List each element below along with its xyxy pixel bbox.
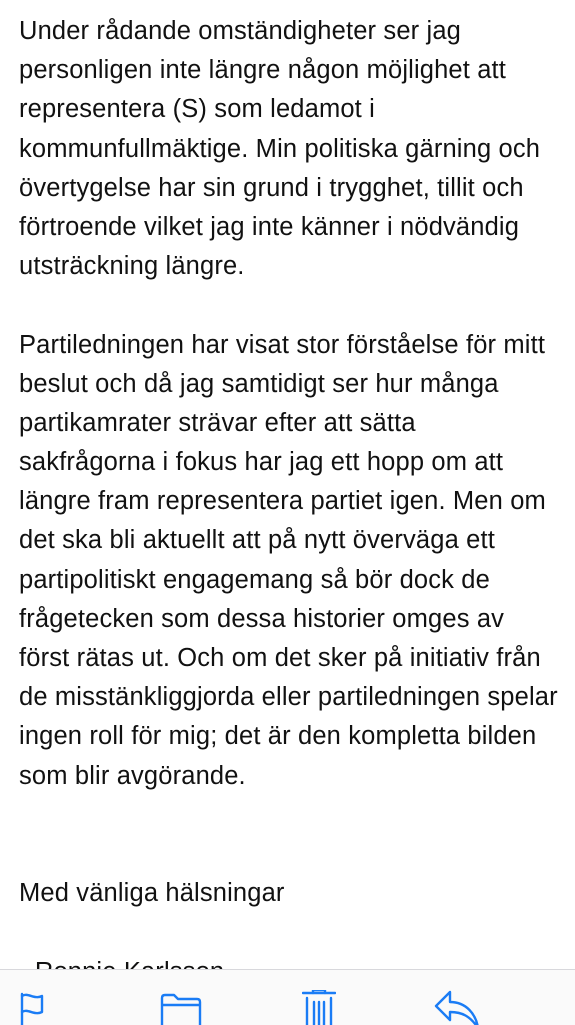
text-line: de misstänkliggjorda eller partiledningen spelar [19, 683, 558, 712]
flag-icon [18, 990, 58, 1025]
paragraph-party-leadership [19, 326, 575, 835]
flag-button[interactable] [18, 990, 58, 1025]
paragraph-gap [19, 913, 575, 952]
text-line: partipolitiskt engagemang så bör dock de [19, 565, 490, 594]
text-line: partikamrater strävar efter att sätta [19, 408, 416, 437]
reply-icon [434, 990, 482, 1025]
text-line: det ska bli aktuellt att på nytt överväga ett [19, 526, 495, 555]
text-line: först rätas ut. Och om det sker på initiativ från [19, 644, 541, 672]
trash-icon [302, 990, 336, 1025]
text-line: beslut och då jag samtidigt ser hur många [19, 369, 499, 398]
text-line: Under rådande omständigheter ser jag [19, 17, 462, 45]
text-line: som blir avgörande. [19, 761, 246, 790]
paragraph-gap [19, 835, 575, 874]
text-line: Med vänliga hälsningar [19, 879, 285, 908]
paragraph-resignation [19, 12, 575, 286]
move-to-folder-button[interactable] [160, 990, 208, 1025]
delete-button[interactable] [302, 990, 336, 1025]
text-line: utsträckning längre. [19, 252, 245, 281]
text-line: personligen inte längre någon möjlighet att [19, 56, 507, 85]
text-line: representera (S) som ledamot i [19, 95, 375, 124]
paragraph-gap [19, 286, 575, 325]
text-line: ingen roll för mig; det är den kompletta bilden [19, 722, 537, 751]
text-line: kommunfullmäktige. Min politiska gärning och [19, 134, 541, 163]
text-line: förtroende vilket jag inte känner i nödvändig [19, 212, 520, 241]
text-line [19, 796, 575, 835]
text-line: Partiledningen har visat stor förståelse för mitt [19, 330, 546, 359]
text-line: frågetecken som dessa historier omges av [19, 604, 505, 633]
text-line: sakfrågorna i fokus har jag ett hopp om att [19, 448, 504, 477]
text-line: längre fram representera partiet igen. Men om [19, 487, 546, 516]
reply-button[interactable] [434, 990, 482, 1025]
closing-greeting [19, 874, 575, 913]
folder-icon [160, 990, 208, 1025]
mail-toolbar [0, 969, 575, 1025]
text-line: övertygelse har sin grund i trygghet, tillit och [19, 173, 524, 202]
email-body [19, 12, 575, 992]
